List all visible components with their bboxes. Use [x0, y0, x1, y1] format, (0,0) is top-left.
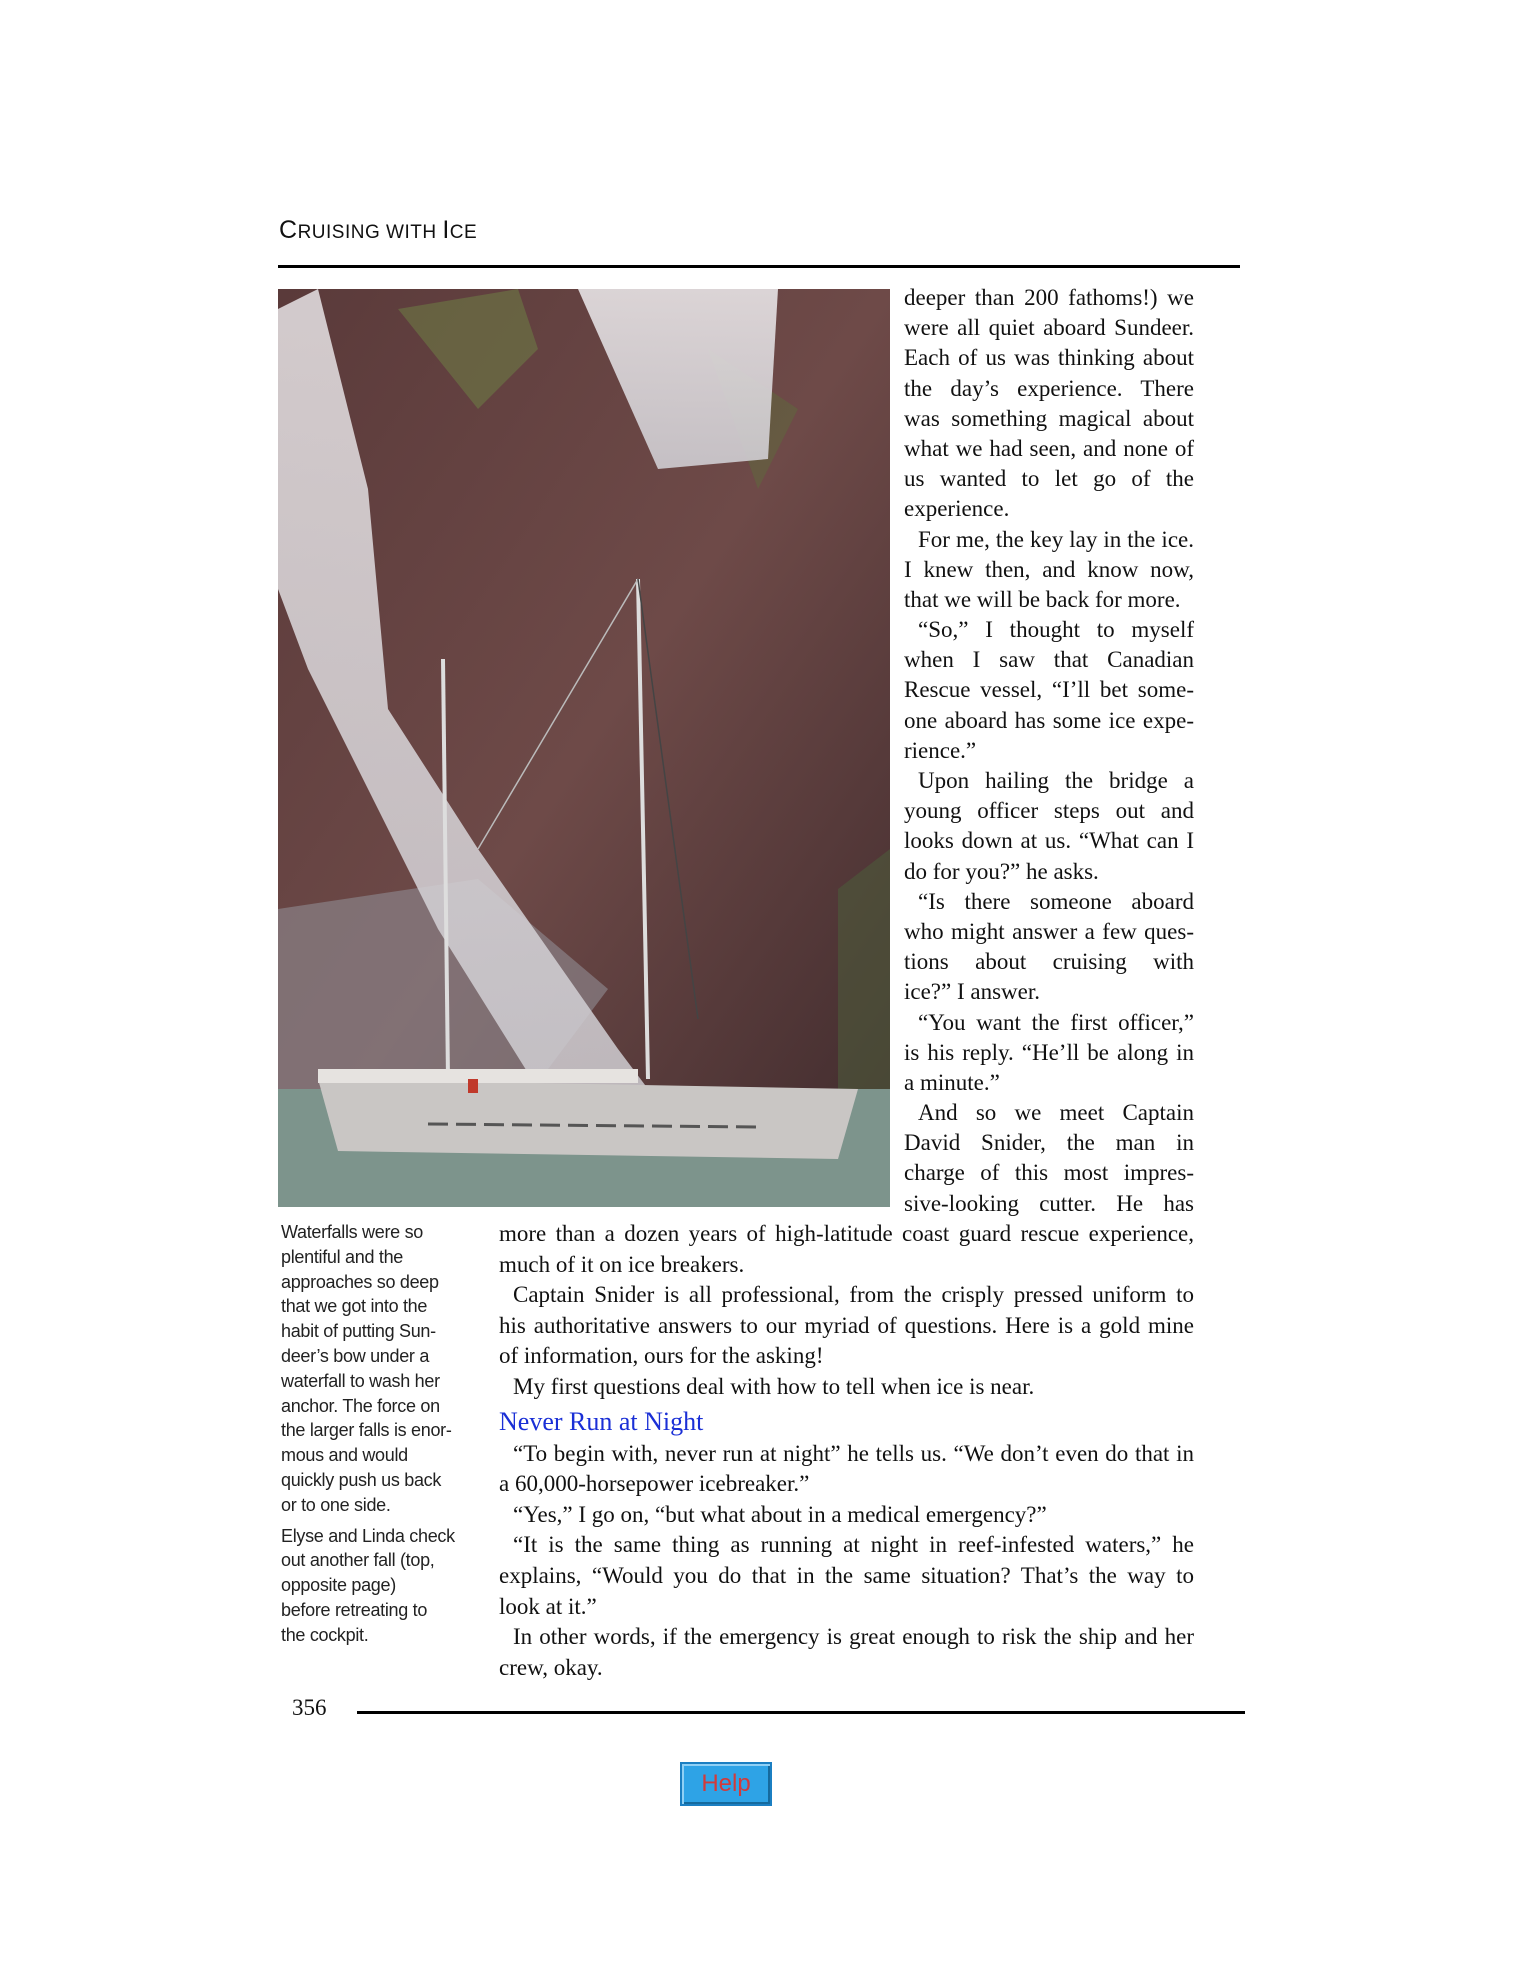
caption-line: the cockpit. — [281, 1624, 369, 1645]
text-line: one aboard has some ice expe- — [904, 707, 1194, 733]
text-line: David Snider, the man in — [904, 1130, 1194, 1156]
bottom-text-column — [499, 1219, 1194, 1683]
text-line: rience.” — [904, 737, 977, 763]
text-line: sive-looking cutter. He has — [904, 1190, 1194, 1216]
text-line: the day’s experience. There — [904, 375, 1194, 401]
text-line: Captain Snider is all professional, from the crisply pressed uniform to — [513, 1282, 1194, 1308]
text-line: “Is there someone aboard — [918, 888, 1194, 914]
text-line: of information, ours for the asking! — [499, 1343, 824, 1369]
caption-line: habit of putting Sun- — [281, 1321, 436, 1342]
caption-line: before retreating to — [281, 1599, 428, 1620]
text-line: experience. — [904, 496, 1010, 522]
text-line: ice?” I answer. — [904, 979, 1041, 1005]
text-line: tions about cruising with — [904, 949, 1194, 975]
text-line: look at it.” — [499, 1593, 597, 1619]
text-line: In other words, if the emergency is great enough to risk the ship and her — [513, 1624, 1194, 1650]
text-line: deeper than 200 fathoms!) we — [904, 285, 1194, 310]
text-line: when I saw that Canadian — [904, 647, 1194, 673]
text-line: a 60,000-horsepower icebreaker.” — [499, 1471, 810, 1497]
caption-line: quickly push us back — [281, 1469, 442, 1490]
page-number: 356 — [292, 1695, 327, 1720]
text-line: was something magical about — [904, 405, 1194, 431]
text-line: And so we meet Captain — [918, 1100, 1194, 1126]
caption-line: plentiful and the — [281, 1246, 403, 1267]
text-line: a minute.” — [904, 1069, 1000, 1095]
caption-line: anchor. The force on — [281, 1395, 440, 1416]
text-line: “It is the same thing as running at night in reef-infested waters,” he — [513, 1532, 1194, 1558]
text-line: young officer steps out and — [904, 798, 1194, 824]
caption-line: Elyse and Linda check — [281, 1525, 455, 1546]
caption-line: waterfall to wash her — [281, 1370, 440, 1391]
text-line: us wanted to let go of the — [904, 466, 1194, 492]
text-line: were all quiet aboard Sundeer. — [904, 315, 1194, 341]
footer-rule — [357, 1711, 1245, 1714]
caption-line: mous and would — [281, 1445, 408, 1466]
text-line: much of it on ice breakers. — [499, 1251, 745, 1277]
text-line: more than a dozen years of high-latitude coast guard rescue experience, — [499, 1221, 1194, 1246]
text-line: “To begin with, never run at night” he tells us. “We don’t even do that in — [513, 1440, 1194, 1466]
header-rule — [278, 265, 1240, 268]
text-line: My first questions deal with how to tell when ice is near. — [513, 1373, 1035, 1399]
photo-caption — [281, 1220, 481, 1648]
running-header: CRUISING WITH ICE — [279, 216, 478, 244]
text-line: charge of this most impres- — [904, 1160, 1194, 1186]
caption-line: or to one side. — [281, 1494, 391, 1515]
caption-line: approaches so deep — [281, 1271, 439, 1292]
text-line: crew, okay. — [499, 1654, 603, 1680]
text-line: his authoritative answers to our myriad of questions. Here is a gold mine — [499, 1312, 1194, 1338]
text-line: Rescue vessel, “I’ll bet some- — [904, 677, 1194, 703]
text-line: that we will be back for more. — [904, 586, 1181, 612]
text-line: is his reply. “He’ll be along in — [904, 1039, 1194, 1065]
help-button[interactable]: Help — [680, 1762, 772, 1806]
text-line: “You want the first officer,” — [918, 1009, 1194, 1035]
caption-line: opposite page) — [281, 1575, 396, 1596]
text-line: what we had seen, and none of — [904, 435, 1194, 461]
text-line: who might answer a few ques- — [904, 918, 1194, 944]
text-line: looks down at us. “What can I — [904, 828, 1194, 854]
text-line: Upon hailing the bridge a — [918, 768, 1194, 793]
text-line: explains, “Would you do that in the same situation? That’s the way to — [499, 1562, 1194, 1588]
text-line: “So,” I thought to myself — [918, 617, 1194, 643]
caption-line: the larger falls is enor- — [281, 1420, 452, 1441]
right-text-column — [904, 283, 1194, 1219]
section-heading: Never Run at Night — [499, 1406, 704, 1436]
waterfall-sailboat-photo — [278, 289, 890, 1207]
text-line: “Yes,” I go on, “but what about in a medical emergency?” — [513, 1501, 1047, 1527]
text-line: For me, the key lay in the ice. — [918, 526, 1194, 552]
text-line: Each of us was thinking about — [904, 345, 1194, 371]
caption-line: out another fall (top, — [281, 1550, 435, 1571]
text-line: do for you?” he asks. — [904, 858, 1099, 884]
caption-line: Waterfalls were so — [281, 1222, 423, 1242]
caption-line: that we got into the — [281, 1296, 428, 1317]
text-line: I knew then, and know now, — [904, 556, 1194, 582]
caption-line: deer’s bow under a — [281, 1345, 430, 1366]
